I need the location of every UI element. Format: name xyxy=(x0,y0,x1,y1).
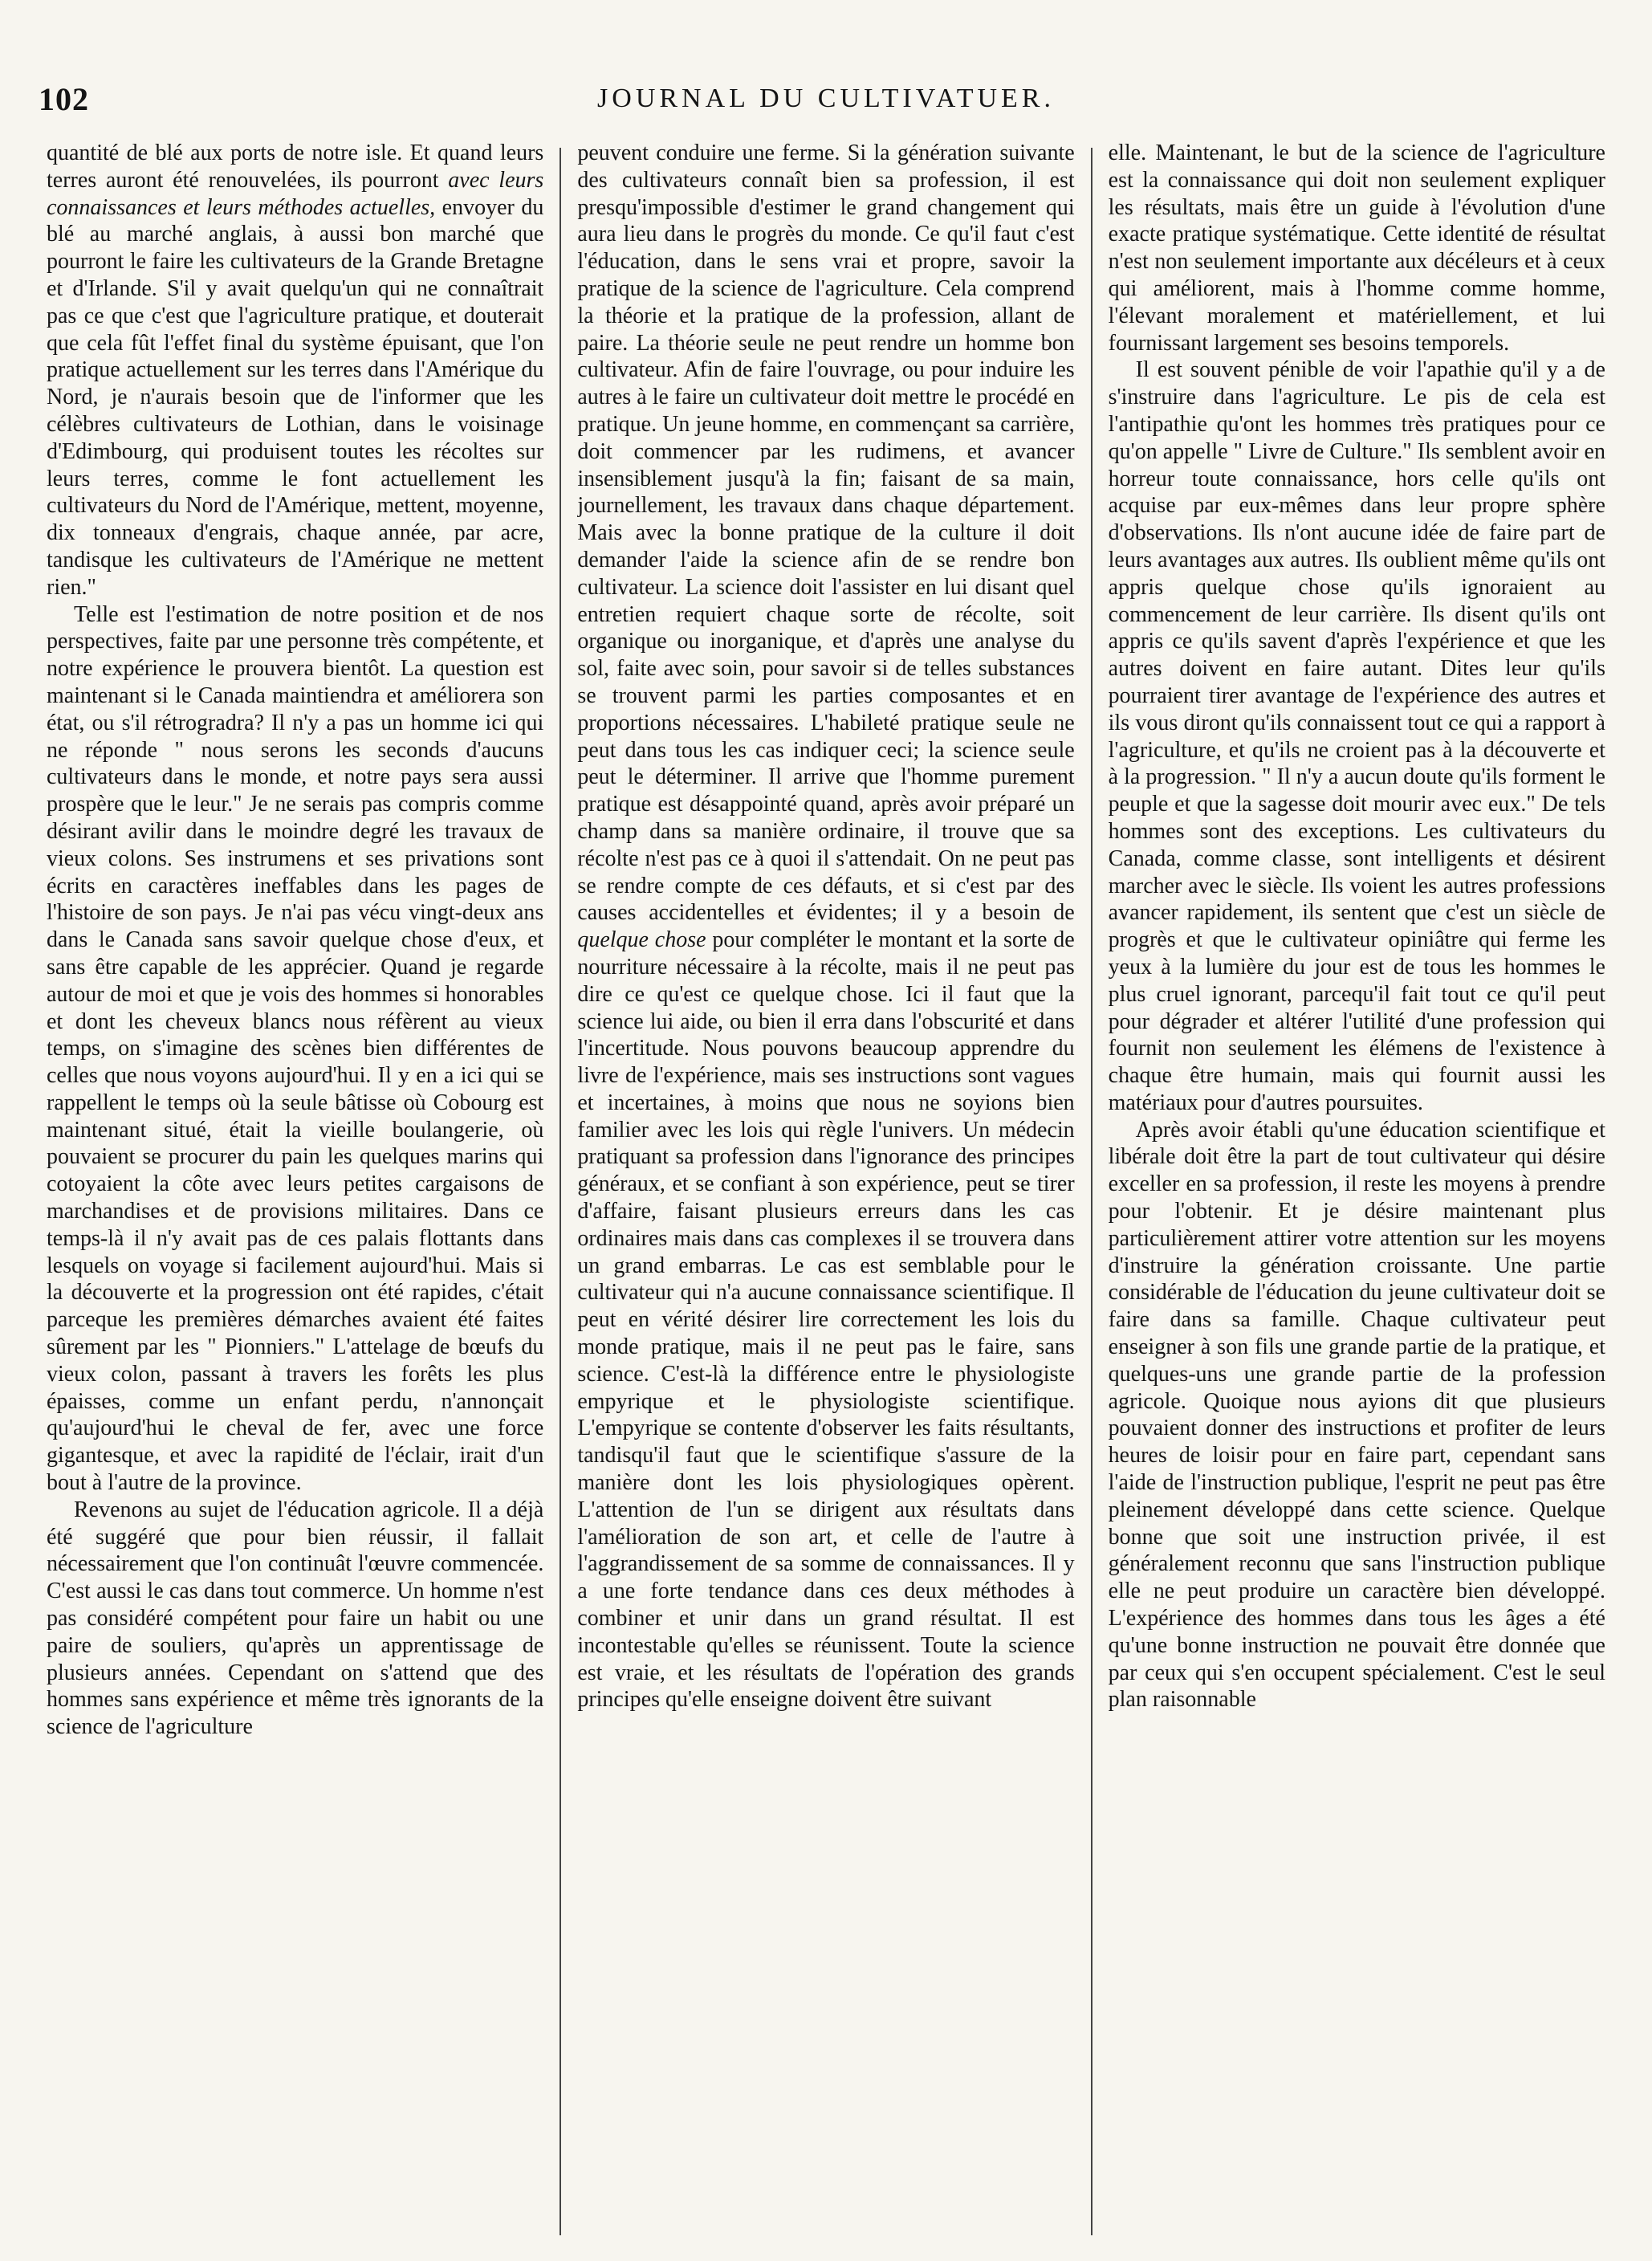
paragraph xyxy=(577,140,1074,1713)
paragraph xyxy=(1109,1117,1605,1714)
paragraph xyxy=(47,140,543,601)
italic-text: avec leurs connaissances et leurs méthodes actuelles, xyxy=(47,167,544,220)
column-middle xyxy=(577,140,1074,2235)
paragraph-text: Il est souvent pénible de voir l'apathie qu'il y a de s'instruire dans l'agriculture. Le pis de cela est l'antipathie qu'ont les hommes très pratiques pour ce qu'on appelle " Livre de Culture." Ils semblent avoir en horreur toute connaissance, hors celle qu'ils ont acquise par eux-mêmes dans leur propre sphère d'observations. Ils n'ont aucune idée de faire part de leurs avantages aux autres. Ils oublient même qu'ils ont appris quelque chose qu'ils ignoraient au commencement de leur carrière. Ils disent qu'ils ont appris ce qu'ils savent d'après l'expérience et que les autres doivent en faire autant. Dites leur qu'ils pourraient tirer avantage de l'expérience des autres et ils vous diront qu'ils connaissent tout ce qui a rapport à l'agriculture, et qu'ils ne croient pas à la découverte et à la progression. " Il n'y a aucun doute qu'ils forment le peuple et que la sagesse doit mourir avec eux." De tels hommes sont des exceptions. Les cultivateurs du Canada, comme classe, sont intelligents et désirent marcher avec le siècle. Ils voient les autres professions avancer rapidement, ils sentent que c'est un siècle de progrès et que le cultivateur opiniâtre qui ferme les yeux à la lumière du jour est de tous les hommes le plus cruel ignorant, parcequ'il fait tout ce qu'il peut pour dégrader et altérer l'utilité d'une profession qui fournit non seulement les élémens de l'existence à chaque être humain, mais qui fournit aussi les matériaux pour d'autres poursuites. xyxy=(1108,357,1605,1115)
paragraph xyxy=(1109,140,1605,356)
paragraph-text: pour compléter le montant et la sorte de nourriture nécessaire à la récolte, mais il ne peut pas dire ce qu'est ce quelque chose. Ici il faut que la science lui aide, ou bien il erra dans l'obscurité et dans l'incertitude. Nous pouvons beaucoup apprendre du livre de l'expérience, mais ses instructions sont vagues et incertaines, à moins que nous ne soyions bien familier avec les lois qui règle l'univers. Un médecin pratiquant sa profession dans l'ignorance des principes généraux, et se confiant à son expérience, peut se tirer d'affaire, faisant plusieurs erreurs dans les cas ordinaires mais dans cas complexes il se trouvera dans un grand embarras. Le cas est semblable pour le cultivateur qui n'a aucune connaissance scientifique. Il peut en vérité désirer lire correctement les lois du monde pratique, mais il ne peut pas le faire, sans science. C'est-là la différence entre le physiologiste empyrique et le physiologiste scientifique. L'empyrique se contente d'observer les faits résultants, tandisqu'il faut que le scientifique s'assure de la manière dont les lois physiologiques opèrent. L'attention de l'un se dirigent aux résultats dans l'amélioration de son art, et celle de l'autre à l'aggrandissement de sa somme de connaissances. Il y a une forte tendance dans ces deux méthodes à combiner et unir dans un grand résultat. Il est incontestable qu'elles se réunissent. Toute la science est vraie, et les résultats de l'opération des grands principes qu'elle enseigne doivent être suivant xyxy=(577,927,1075,1713)
paragraph xyxy=(1109,356,1605,1116)
paragraph-text: Revenons au sujet de l'éducation agricole. Il a déjà été suggéré que pour bien réussir, il fallait nécessairement que l'on continuât l'œuvre commencée. C'est aussi le cas dans tout commerce. Un homme n'est pas considéré compétent pour faire un habit ou une paire de souliers, qu'après un apprentissage de plusieurs années. Cependant on s'attend que des hommes sans expérience et même très ignorants de la science de l'agriculture xyxy=(47,1497,544,1740)
column-divider xyxy=(559,148,561,2235)
running-title: JOURNAL DU CULTIVATUER. xyxy=(597,84,1055,113)
article-columns xyxy=(47,140,1605,2235)
column-right xyxy=(1109,140,1605,2235)
paragraph-text: peuvent conduire une ferme. Si la génération suivante des cultivateurs connaît bien sa profession, il est presqu'impossible d'estimer le grand changement qui aura lieu dans le progrès du monde. Ce qu'il faut c'est l'éducation, dans le sens vrai et propre, savoir la pratique de la science de l'agriculture. Cela comprend la théorie et la pratique de la profession, allant de paire. La théorie seule ne peut rendre un homme bon cultivateur. Afin de faire l'ouvrage, ou pour induire les autres à le faire un cultivateur doit mettre le procédé en pratique. Un jeune homme, en commençant sa carrière, doit commencer par les rudimens, et avancer insensiblement jusqu'à la fin; faisant de sa main, journellement, les travaux dans chaque département. Mais avec la bonne pratique de la culture il doit demander l'aide la science afin de se rendre bon cultivateur. La science doit l'assister en lui disant quel entretien requiert chaque sorte de récolte, soit organique ou inorganique, et d'après une analyse du sol, faite avec soin, pour savoir si de telles substances se trouvent parmi les parties composantes et en proportions nécessaires. L'habileté pratique seule ne peut dans tous les cas indiquer ceci; la science seule peut le déterminer. Il arrive que l'homme purement pratique est désappointé quand, après avoir préparé un champ dans sa manière ordinaire, il trouve que sa récolte n'est pas ce à quoi il s'attendait. On ne peut pas se rendre compte de ces défauts, et si c'est par des causes accidentelles et évidentes; il y a besoin de xyxy=(577,141,1075,926)
paragraph xyxy=(47,601,543,1497)
paragraph xyxy=(47,1497,543,1741)
column-left xyxy=(47,140,543,2235)
paragraph-text: Telle est l'estimation de notre position et de nos perspectives, faite par une personne très compétente, et notre expérience le prouvera bientôt. La question est maintenant si le Canada maintiendra et améliorera son état, ou s'il rétrogradra? Il n'y a pas un homme ici qui ne réponde " nous serons les seconds d'aucuns cultivateurs dans le monde, et notre pays sera aussi prospère que le leur." Je ne serais pas compris comme désirant avilir dans le moindre degré les travaux de vieux colons. Ses instrumens et ses privations sont écrits en caractères ineffables dans les pages de l'histoire de son pays. Je n'ai pas vécu vingt-deux ans dans le Canada sans savoir quelque chose d'eux, et sans être capable de les apprécier. Quand je regarde autour de moi et que je vois des hommes si honorables et dont les cheveux blancs nous réfèrent au vieux temps, on s'imagine des scènes bien différentes de celles que nous voyons aujourd'hui. Il y en a ici qui se rappellent le temps où la seule bâtisse où Cobourg est maintenant situé, était la vieille boulangerie, où pouvaient se procurer du pain les quelques marins qui cotoyaient la côte avec leurs petites cargaisons de marchandises et de provisions militaires. Dans ce temps-là il n'y avait pas de ces palais flottants dans lesquels on voyage si facilement aujourd'hui. Mais si la découverte et la progression ont été rapides, c'était parceque les premières démarches avaient été faites sûrement par les " Pionniers." L'attelage de bœufs du vieux colon, passant à travers les forêts les plus épaisses, comme un enfant perdu, n'annonçait qu'aujourd'hui le cheval de fer, avec une force gigantesque, et avec la rapidité de l'éclair, irait d'un bout à l'autre de la province. xyxy=(47,601,544,1496)
italic-text: quelque chose xyxy=(577,927,706,953)
page-number: 102 xyxy=(39,81,89,117)
page-header xyxy=(39,80,1613,128)
paragraph-text: elle. Maintenant, le but de la science de l'agriculture est la connaissance qui doit non seulement expliquer les résultats, mais être un guide à l'évolution d'une exacte pratique systématique. Cette identité de résultat n'est non seulement importante aux décéleurs et à ceux qui améliorent, mais à l'homme comme homme, l'élevant moralement et matériellement, et lui fournissant largement ses besoins temporels. xyxy=(1108,141,1605,356)
paragraph-text: envoyer du blé au marché anglais, à aussi bon marché que pourront le faire les cultivateurs de la Grande Bretagne et d'Irlande. S'il y avait quelqu'un qui ne connaîtrait pas ce que c'est que l'agriculture pratique, et douterait que cela fût l'effet final du système épuisant, que l'on pratique actuellement sur les terres dans l'Amérique du Nord, je n'aurais besoin que de l'informer que les célèbres cultivateurs de Lothian, dans le voisinage d'Edimbourg, qui produisent toutes les récoltes sur leurs terres, comme le font actuellement les cultivateurs du Nord de l'Amérique, mettent, moyenne, dix tonneaux d'engrais, chaque année, par acre, tandisque les cultivateurs de l'Amérique ne mettent rien." xyxy=(47,194,544,600)
paragraph-text: quantité de blé aux ports de notre isle. Et quand leurs terres auront été renouvelées, ils pourront xyxy=(47,141,544,193)
paragraph-text: Après avoir établi qu'une éducation scientifique et libérale doit être la part de tout cultivateur qui désire exceller en sa profession, il reste les moyens à prendre pour l'obtenir. Et je désire maintenant plus particulièrement attirer votre attention sur les moyens d'instruire la génération croissante. Une partie considérable de l'éducation du jeune cultivateur doit se faire dans sa famille. Chaque cultivateur peut enseigner à son fils une grande partie de la pratique, et quelques-uns une grande partie de la profession agricole. Quoique nous ayions dit que plusieurs pouvaient donner des instructions et profiter de leurs heures de loisir pour en faire part, cependant sans l'aide de l'instruction publique, l'esprit ne peut pas être pleinement développé dans cette science. Quelque bonne que soit une instruction privée, il est généralement reconnu que sans l'instruction publique elle ne peut produire un caractère bien développé. L'expérience des hommes dans tous les âges a été qu'une bonne instruction ne pouvait être donnée que par ceux qui s'en occupent spécialement. C'est le seul plan raisonnable xyxy=(1108,1117,1605,1713)
column-divider xyxy=(1091,148,1093,2235)
